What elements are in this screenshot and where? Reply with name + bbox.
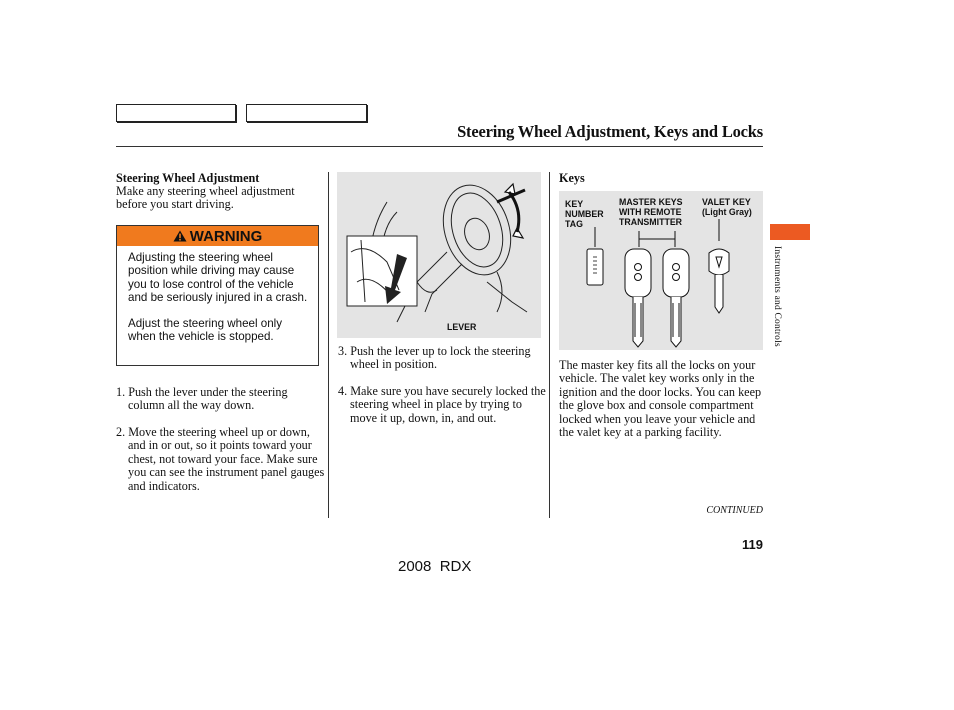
section-tab <box>770 224 810 240</box>
section-heading-steering: Steering Wheel Adjustment <box>116 171 260 185</box>
valet-key-label: VALET KEY (Light Gray) <box>702 197 752 217</box>
keys-illustration <box>559 191 763 350</box>
section-tab-text: Instruments and Controls <box>772 246 782 347</box>
continued-marker: CONTINUED <box>706 505 763 516</box>
lever-label: LEVER <box>447 322 477 332</box>
step-3: 3. Push the lever up to lock the steering wheel in position. <box>338 344 531 372</box>
warning-body <box>117 246 318 343</box>
key-tag-label: KEY NUMBER TAG <box>565 199 604 229</box>
section-heading-keys: Keys <box>559 171 585 185</box>
warning-text-2: Adjust the steering wheel only when the vehicle is stopped. <box>128 316 283 344</box>
section-tab-label <box>772 246 788 370</box>
page-number: 119 <box>742 537 763 552</box>
step-4: 4. Make sure you have securely locked the steering wheel in place by trying to move it up, down, in, and out. <box>338 384 546 425</box>
model-footer: 2008 RDX <box>398 558 472 575</box>
master-keys-label: MASTER KEYS WITH REMOTE TRANSMITTER <box>619 197 683 227</box>
title-rule <box>116 146 763 147</box>
warning-box <box>116 225 319 366</box>
nav-box-back[interactable] <box>116 104 236 122</box>
warning-label: WARNING <box>189 227 263 245</box>
step-1: 1. Push the lever under the steering column all the way down. <box>116 385 288 413</box>
column-divider-1 <box>328 172 329 518</box>
nav-box-index[interactable] <box>246 104 367 122</box>
warning-triangle-icon <box>173 230 187 242</box>
steering-lever-figure <box>337 172 541 338</box>
warning-header <box>117 226 318 246</box>
steering-column-illustration <box>337 172 541 338</box>
warning-text-1: Adjusting the steering wheel position while driving may cause you to lose control of the vehicle and be seriously injured in a crash. <box>128 251 308 305</box>
steering-intro: Make any steering wheel adjustment before you start driving. <box>116 184 295 212</box>
keys-body-text: The master key fits all the locks on your vehicle. The valet key works only in the ignition and the door locks. You can keep the glove box and console compartment locked when you leave your vehicle and the valet key at a parking facility. <box>559 358 762 440</box>
page-title: Steering Wheel Adjustment, Keys and Locks <box>457 122 763 141</box>
keys-figure <box>559 191 763 350</box>
step-2: 2. Move the steering wheel up or down, and in or out, so it points toward your chest, not toward your face. Make sure you can see the instrument panel gauges and indicators. <box>116 425 325 493</box>
